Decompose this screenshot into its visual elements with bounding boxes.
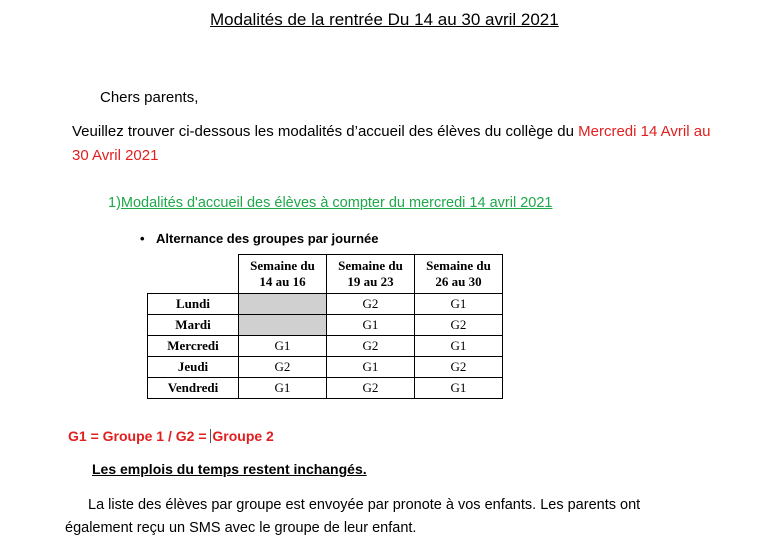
table-cell: G1 xyxy=(327,357,415,378)
table-header-week-3: Semaine du 26 au 30 xyxy=(415,255,503,294)
bullet-text: Alternance des groupes par journée xyxy=(156,231,379,246)
table-cell xyxy=(239,315,327,336)
table-header-week-2: Semaine du 19 au 23 xyxy=(327,255,415,294)
paragraph-line-1: La liste des élèves par groupe est envoyée par pronote à vos enfants. Les parents ont xyxy=(88,497,641,513)
table-cell: G2 xyxy=(415,357,503,378)
intro-line-2: 30 Avril 2021 xyxy=(72,147,159,164)
row-day-label: Mercredi xyxy=(148,336,239,357)
table-cell: G1 xyxy=(327,315,415,336)
row-day-label: Jeudi xyxy=(148,357,239,378)
intro-text: Veuillez trouver ci-dessous les modalités d’accueil des élèves du collège du xyxy=(72,123,579,140)
legend-part-1: G1 = Groupe 1 / G2 = xyxy=(68,428,211,444)
row-day-label: Mardi xyxy=(148,315,239,336)
table-row xyxy=(148,294,503,315)
section-heading-text: Modalités d'accueil des élèves à compter du mercredi 14 avril 2021 xyxy=(120,195,553,211)
table-cell: G1 xyxy=(239,378,327,399)
table-cell: G2 xyxy=(239,357,327,378)
table-cell: G2 xyxy=(415,315,503,336)
table-header-row xyxy=(148,255,503,294)
table-corner xyxy=(148,255,239,294)
document-title: Modalités de la rentrée Du 14 au 30 avril 2021 xyxy=(210,10,559,29)
table-cell: G1 xyxy=(239,336,327,357)
table-cell: G1 xyxy=(415,294,503,315)
table-row xyxy=(148,357,503,378)
table-row xyxy=(148,336,503,357)
table-cell: G2 xyxy=(327,336,415,357)
paragraph-line-2: également reçu un SMS avec le groupe de leur enfant. xyxy=(65,520,417,536)
bullet-item xyxy=(140,231,379,246)
table-header-week-1: Semaine du 14 au 16 xyxy=(239,255,327,294)
schedule-note: Les emplois du temps restent inchangés. xyxy=(92,461,367,477)
group-schedule-table xyxy=(147,254,503,399)
table-cell xyxy=(239,294,327,315)
section-number: 1) xyxy=(108,195,121,211)
section-heading xyxy=(108,195,552,211)
intro-date-highlight: Mercredi 14 Avril au xyxy=(578,123,711,140)
bullet-icon: • xyxy=(140,231,145,246)
legend-part-2: Groupe 2 xyxy=(212,428,274,444)
row-day-label: Lundi xyxy=(148,294,239,315)
table-row xyxy=(148,378,503,399)
table-row xyxy=(148,315,503,336)
table-cell: G1 xyxy=(415,378,503,399)
table-cell: G1 xyxy=(415,336,503,357)
table-cell: G2 xyxy=(327,294,415,315)
table-cell: G2 xyxy=(327,378,415,399)
intro-line-1 xyxy=(72,123,710,140)
row-day-label: Vendredi xyxy=(148,378,239,399)
greeting: Chers parents, xyxy=(100,89,199,106)
group-legend xyxy=(68,428,274,444)
